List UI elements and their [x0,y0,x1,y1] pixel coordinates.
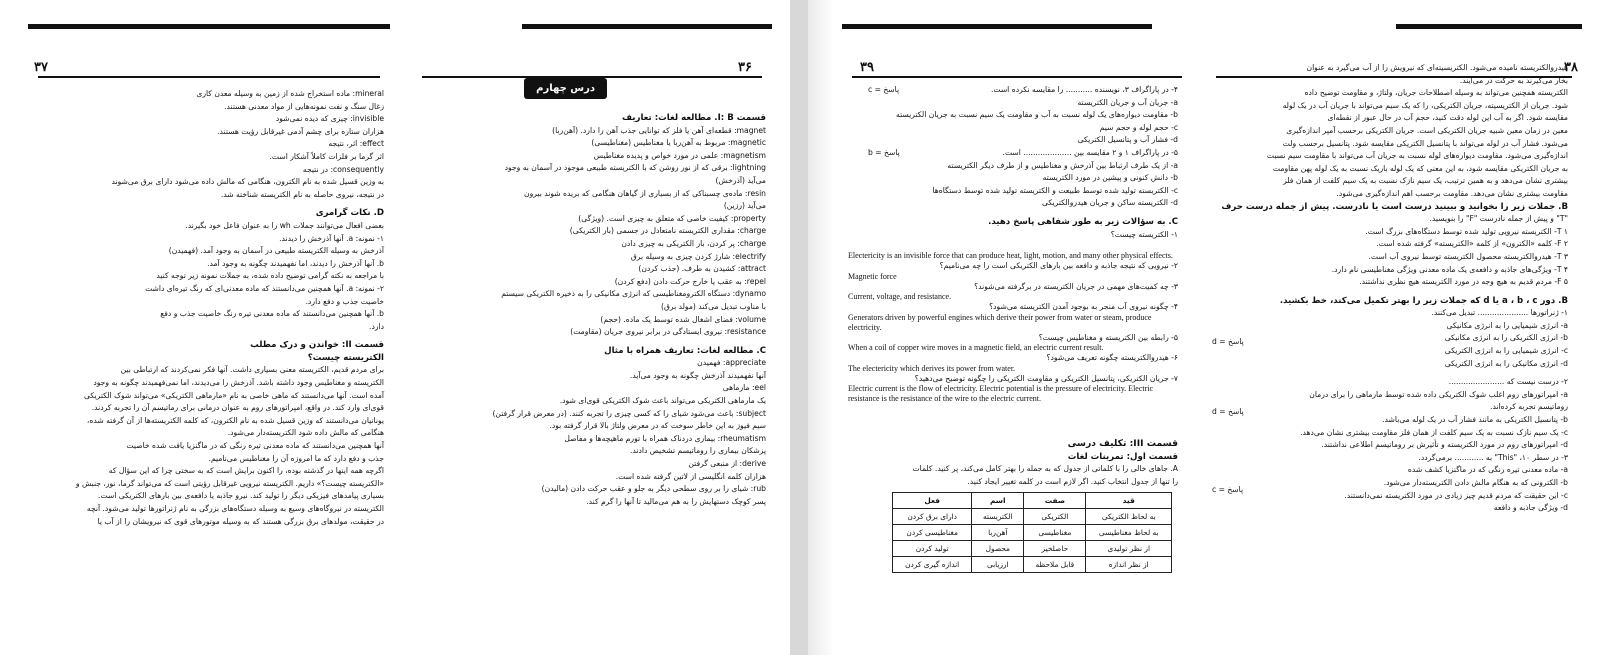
text-line: c- یک سیم نازک نسبت به یک سیم کلفت از همان فلز مقاومت بیشتری نشان می‌دهد. [1300,427,1568,437]
text-line: بخار می‌گیرند به حرکت در می‌آیند. [1459,75,1568,85]
text-line: هیدروالکتریسته نامیده می‌شود. الکتریسیته‌ای که نیرویش را از آب می‌گیرد به عنوان [1306,63,1568,72]
text-line: ۵- در پاراگراف ۱ و ۲ مقایسه بین .................... است. [1002,147,1178,157]
spread-divider [790,0,808,655]
text-line: قوی‌ای وارد کند. در واقع، امپراتورهای روم به عنوان درمانی برای رماتیسم آن را تجربه کردند. [91,403,384,413]
text-line: برای مردم قدیم، الکتریسته معنی بسیاری داشت. آنها فکر نمی‌کردند که ارتباطی بین [120,365,384,375]
text-line: ۳- در سطر ۱۰، "This" به ............ برمی‌گردد. [1418,452,1568,462]
text-line: B. جملات زیر را بخوانید و ببینید درست است یا نادرست. پیش از جمله درست حرف [1221,201,1568,212]
header-rule [852,76,1182,78]
text-line: ۴- در پاراگراف ۳، نویسنده ........... را مقایسه نکرده است. [990,85,1178,94]
table-cell: تولید کردن [893,541,972,557]
text-line: ۱- الکتریسته چیست؟ [1110,229,1178,239]
page-36 [412,18,772,603]
table-row [893,541,1172,557]
text-line: F ۲- کلمه «الکترون» از کلمه «الکتریسته» گرفته شده است. [1376,239,1568,249]
page-number: ۳۷ [34,60,48,75]
text-line: volume: فضای اشغال شده توسط یک ماده. (حجم) [600,314,766,324]
answer-text: Generators driven by powerful engines which derive their power from water or steam, produce electricity. [848,312,1152,332]
text-line: charge: پر کردن، بار الکتریکی به چیزی دادن [621,238,766,248]
page-39-text [848,84,1178,241]
text-line: قسمت II: خواندن و درک مطلب [250,340,384,351]
answer-text: Electric current is the flow of electricity. Electric potential is the pressure of electricity. Electric resistance is the resistance of the wire to the electric current. [848,384,1154,403]
text-line: با مراجعه به نکته گرامی توضیح داده شده، به جملات نمونه زیر توجه کنید [156,271,384,281]
text-line: در نتیجه، نیروی حاصله به نام الکتریسته شناخته شد. [220,189,384,199]
text-line: آنها نفهمیدند آذرخش چگونه به وجود می‌آید. [629,370,766,380]
answer-label: پاسخ = c [1212,485,1244,494]
text-line: به جریان الکتریکی مقایسه شود، به این معنی که یک لوله باریک نسبت به یک لوله پهن مقاومت [1272,163,1568,173]
text-line: هزاران کلمه انگلیسی از لاتین گرفته شده است. [615,471,766,481]
table-cell: قابل ملاحظه [1024,557,1086,573]
table-cell: حاصلخیز [1024,541,1086,557]
table-cell: از نظر اندازه [1086,557,1172,573]
question-text: ۶- هیدروالکتریسته چگونه تعریف می‌شود؟ [1046,353,1178,362]
page-number: ۳۹ [860,60,874,75]
gutter-shadow [808,0,834,655]
text-line: T ۴- ویژگی‌های جاذبه و دافعه‌ی یک ماده معدنی ویژگی مغناطیسی نام دارد. [1331,264,1568,274]
text-line: property: کیفیت خاصی که متعلق به چیزی است. (ویژگی) [578,213,766,223]
question-text: ۲- نیرویی که نتیجه جاذبه و دافعه بین بارهای الکتریکی است را چه می‌نامیم؟ [939,261,1178,270]
text-line: الکتریسته و مغناطیس وجود داشته باشد. آذرخش را می‌دیدند، اما نمی‌فهمیدند چگونه به وجود [93,378,384,388]
text-line: c- حجم لوله و حجم سیم [1099,122,1178,132]
page-39-questions [848,251,1178,404]
table-cell: آهن‌ربا [972,525,1024,541]
text-line: magnetic: مربوط به آهن‌ربا یا مغناطیس (مغناطیسی) [591,138,766,148]
text-line: d- فشار آب و پتانسیل الکتریکی [1077,135,1178,145]
text-line: می‌آید (رزین) [723,201,766,211]
text-line: سیم فیوز به این خاطر سوخت که در معرض ولتاژ بالا قرار گرفته بود. [549,421,766,431]
text-line: C. مطالعه لغات: تعاریف همراه با مثال [604,345,766,356]
text-line: در حقیقت، مولدهای برق بزرگی هستند که به وسیله موتورهای قوی که نیرویشان را از آب یا [97,516,384,526]
text-line: ۲- نمونه: a. آنها همچنین می‌دانستند که ماده معدنی‌ای که رنگ تیره‌ای داشت [145,283,384,293]
text-line: invisible: چیزی که دیده نمی‌شود [275,114,384,124]
page-top-bar [522,24,772,29]
answer-label: پاسخ = c [868,85,900,94]
text-line: b- پتانسیل الکتریکی به مانند فشار آب در یک لوله می‌باشد. [1382,415,1568,425]
left-spread [0,0,790,655]
text-line: هنگامی که مالش داده شود الکتریسته‌دار می‌شود. [227,428,384,438]
text-line: دارد. [369,321,384,331]
table-cell: از نظر تولیدی [1086,541,1172,557]
text-line: قسمت I: B. مطالعه لغات: تعاریف [622,113,766,123]
answer-label: پاسخ = d [1212,337,1244,346]
text-line: الکتریسته چیست؟ [307,352,384,363]
text-line: c- انرژی شیمیایی را به انرژی الکتریکی [1444,346,1568,356]
text-line: magnet: قطعه‌ای آهن یا فلز که توانایی جذب آهن را دارد. (آهن‌ربا) [552,125,766,135]
text-line: d- امپراتورهای روم در مورد الکتریسته و تأثیرش بر روماتیسم اطلاعی نداشتند. [1321,440,1568,450]
text-line: بعضی افعال می‌توانند جملات wh را به عنوان فاعل خود بگیرند. [185,220,384,230]
question-text: ۴- چگونه نیروی آب منجر به بوجود آمدن الکتریسته می‌شود؟ [989,302,1178,311]
text-line: derive: از منبعی گرفتن [688,459,766,469]
text-line: اگرچه همه اینها در گذشته بوده، را اکنون برایش است که به سختی چرا که این سؤال که [108,466,384,476]
table-cell: مغناطیسی [1024,525,1086,541]
text-line: b. آنها همچنین می‌دانستند که ماده معدنی تیره رنگ خاصیت جذب و دفع [160,309,384,319]
answer-text: Magnetic force [848,271,897,281]
text-line: آمده است. آنها می‌دانستند که ماهی خاصی به نام «مارماهی الکتریکی» می‌تواند شوک الکتریکی [84,390,384,400]
text-line: effect: اثر، نتیجه [328,139,384,149]
page-38 [1206,18,1582,603]
vocabulary-table [892,492,1172,573]
text-line: mineral: ماده استخراج شده از زمین به وسیله معدن کاری [196,89,384,98]
text-line: a- ماده معدنی تیره رنگی که در ماگنزیا کشف شده [1407,465,1568,475]
page-top-bar [1396,24,1582,29]
text-line: می‌شود. فشار آب در لوله می‌تواند با پتانسیل الکتریکی مقایسه شود. پتانسیل برحسب ولت [1282,138,1568,148]
question-text: ۷- جریان الکتریکی، پتانسیل الکتریکی و مقاومت الکتریکی را چگونه توضیح می‌دهید؟ [914,373,1178,383]
text-line: "T" و پیش از جمله نادرست "F" را بنویسید. [1429,214,1568,224]
question-text: ۳- چه کمیت‌های مهمی در جریان الکتریسته در برگرفته می‌شوند؟ [974,281,1178,291]
table-header-cell: قید [1086,493,1172,509]
text-line: ۱- ژنراتورها ..................... تبدیل می‌کنند. [1431,308,1568,318]
text-line: eel: مارماهی [722,383,766,393]
text-line: یونانیان می‌دانستند که وزین قسیل شده به نام الکترون، که کلمه الکتریسته‌ها از آن گرفته شده، [86,415,384,425]
page-39 [842,18,1192,603]
text-line: جذب و دفع دارد که ما امروزه آن را مغناطیس می‌نامیم. [208,453,384,463]
text-line: شود. جریان از الکتریسیته، جریان الکتریکی، را که یک سیم می‌تواند با جریان آب در یک لوله [1282,100,1568,110]
text-line: rub: شیای را بر روی سطحی دیگر به جلو و عقب حرکت دادن (مالیدن) [541,484,766,494]
page-38-text [1222,62,1568,515]
text-line: پزشکان بیماری را روماتیسم تشخیص دادند. [629,446,766,456]
page-top-bar [28,24,390,29]
table-cell: مغناطیسی کردن [893,525,972,541]
table-row [893,509,1172,525]
text-line: resistance: نیروی ایستادگی در برابر نیروی جریان (مقاومت) [570,327,766,337]
text-line: subject: باعث می‌شود شیای را که کسی چیزی را تجربه کنند. (در معرض قرار گرفتن) [492,408,766,418]
text-line: a- از یک طرف ارتباط بین آذرخش و مغناطیس و از طرف دیگر الکتریسته [947,160,1178,170]
table-row [893,525,1172,541]
text-line: b. آنها آذرخش را دیدند، اما نفهمیدند چگونه به وجود آمد. [207,258,384,268]
text-line: یک مارماهی الکتریکی می‌تواند باعث شوک الکتریکی قوی‌ای شود. [559,396,766,406]
answer-label: پاسخ = b [868,148,900,157]
table-cell: الکتریسته [972,509,1024,525]
text-line: d- الکتریسته ساکن و جریان هیدروالکتریکی [1042,198,1178,208]
page-top-bar [842,24,1152,29]
text-line: c- الکتریسته تولید شده توسط طبیعت و الکتریسته تولید شده توسط دستگاه‌ها [932,185,1178,195]
text-line: rheumatism: بیماری دردناک همراه با تورم ماهیچه‌ها و مفاصل [564,433,766,443]
table-header-cell: صفت [1024,493,1086,509]
question-text: ۵- رابطه بین الکتریسته و مغناطیس چیست؟ [1038,332,1178,342]
text-line: مقایسه شود. اگر به آب این لوله دقت کنید، حجم آب در حال عبور از نقطه‌ای [1327,113,1568,123]
text-line: b- مقاومت دیواره‌های یک لوله نسبت به آب و مقاومت یک سیم نسبت به جریان الکتریسته [896,110,1178,120]
table-header-row [893,493,1172,509]
section-three-instruction2: را تنها از جدول انتخاب کنید. اگر لازم است در کلمه تغییر ایجاد کنید. [967,476,1178,486]
text-line: ۲- درست نیست که ....................... [1448,377,1568,387]
table-cell: ارزیابی [972,557,1024,573]
text-line: B. دور a ، b ، c یا d که جملات زیر را بهتر تکمیل می‌کند، خط بکشید. [1279,295,1568,306]
page-number: ۳۸ [1564,60,1578,75]
text-line: می‌آید (آذرخش) [715,175,766,185]
text-line: a- امپراتورهای روم اغلب شوک الکتریکی داده شده توسط مارماهی را برای درمان [1309,389,1568,399]
text-line: آذرخش به وسیله الکتریسته طبیعی در آسمان به وجود آمد. (فهمیدن) [168,246,384,256]
table-cell: الکتریکی [1024,509,1086,525]
text-line: خاصیت جذب و دفع دارد. [305,296,384,306]
text-line: b- انرژی الکتریکی را به انرژی مکانیکی [1444,333,1568,343]
table-cell: محصول [972,541,1024,557]
text-line: c- این حقیقت که مردم قدیم چیز زیادی در مورد الکتریسته نمی‌دانستند. [1344,490,1568,500]
text-line: اثر گرما بر فلزات کاملاً آشکار است. [269,151,384,161]
text-line: a- انرژی شیمیایی را به انرژی مکانیکی [1446,320,1568,330]
table-row [893,557,1172,573]
page-39-section-three [848,438,1178,488]
table-cell: به لحاظ الکتریکی [1086,509,1172,525]
header-rule [38,76,380,78]
text-line: الکتریسته در نیروگاه‌های وسیع به وسیله دستگاه‌های بزرگی به نام ژنراتورها تولید می‌شود. آنچه [86,504,384,513]
answer-text: When a coil of copper wire moves in a magnetic field, an electric current result. [848,343,1104,352]
answer-text: The electericity which derives its power from water. [848,363,1016,373]
text-line: C. به سؤالات زیر به طور شفاهی پاسخ دهید. [988,216,1178,227]
text-line: T ۱- الکتریسته نیرویی تولید شده توسط دستگاه‌های بزرگ است. [1365,226,1568,236]
section-three-title: قسمت III: تکلیف درسی [1067,438,1178,449]
text-line: a- جریان آب و جریان الکتریسته [1077,97,1178,107]
answer-label: پاسخ = d [1212,407,1244,416]
table-header-cell: فعل [893,493,972,509]
text-line: مقاومت بیشتری نشان می‌دهد. مقاومت برحسب اهم اندازه‌گیری می‌شود. [1336,188,1568,198]
text-line: lightning: برقی که از نور روشن که با الکتریسته طبیعی موجود در آسمان به وجود [504,163,766,173]
text-line: electrify: شارژ کردن چیزی به وسیله برق [630,251,766,261]
page-37-text [34,88,384,528]
text-line: d- ویژگی جاذبه و دافعه [1493,503,1568,513]
text-line: charge: مقداری الکتریسته نامتعادل در جسمی (بار الکتریکی) [569,226,766,236]
text-line: attract: کشیدن به طرف. (جذب کردن) [638,264,766,274]
text-line: الکتریسته همچنین می‌تواند به وسیله اصطلاحات جریان، ولتاژ، و مقاومت توضیح داده [1304,88,1568,98]
section-three-subtitle: قسمت اول: تمرینات لغات [1067,451,1178,462]
text-line: b- دانش کنونی و پیشین در مورد الکتریسته [1042,173,1178,183]
table-header-cell: اسم [972,493,1024,509]
text-line: «الکتریسته چیست؟» داریم. الکتریسته نیرویی غیرقابل رؤیتی است که می‌تواند گرما، نور، جنبش و [75,478,384,488]
table-cell: اندازه گیری کردن [893,557,972,573]
text-line: magnetism: علمی در مورد خواص و پدیده مغناطیس [593,150,766,160]
text-line: زغال سنگ و نفت نمونه‌هایی از مواد معدنی هستند. [224,101,384,111]
text-line: T ۳- هیدروالکتریسته محصول الکتریسته توسط نیروی آب است. [1368,251,1568,261]
text-line: dynamo: دستگاه الکترومغناطیسی که انرژی مکانیکی را به ذخیره الکتریکی سیستم [501,289,766,299]
text-line: D. نکات گرامری [315,208,384,219]
text-line: بیشتری نشان می‌دهد و به همین ترتیب، یک سیم نازک نسبت به یک سیم کلفت از همان فلز [1283,176,1568,186]
right-spread [808,0,1600,655]
text-line: b- الکترونی که به هنگام مالش دادن الکتریسته‌دار می‌شود. [1383,478,1568,487]
answer-text: Current, voltage, and resistance. [848,292,952,301]
text-line: اندازه‌گیری می‌شود. مقاومت دیواره‌های لوله نسبت به جریان آب می‌تواند با مقاومت سیم نسبت [1266,151,1568,161]
table-cell: به لحاظ مغناطیسی [1086,525,1172,541]
table-cell: دارای برق کردن [893,509,972,525]
text-line: روماتیسم تجربه کرده‌اند. [1490,402,1568,412]
text-line: بسیاری پیامدهای فیزیکی دیگر را تولید کند. نیرو جاذبه یا دافعه‌ی بین بارهای الکتریکی است. [98,491,384,501]
text-line: معین در زمان معین شبیه جریان الکتریکی است. جریان الکتریکی برحسب آمپر اندازه‌گیری [1286,125,1568,135]
text-line: appreciate: فهمیدن [697,358,766,368]
text-line: آنها همچنین می‌دانستند که ماده معدنی تیره رنگی که در ماگنزیا یافت شده خاصیت [126,441,384,451]
text-line: با مناوب تبدیل می‌کند (مولد برق) [661,301,766,311]
page-36-text [436,112,766,508]
text-line: F ۵- مردم قدیم به هیچ وجه در مورد الکتریسته هیچ نظری نداشتند. [1359,277,1568,287]
text-line: به وزین قسیل شده به نام الکترون، هنگامی که مالش داده می‌شود دارای برق می‌شوند [111,177,384,187]
text-line: resin: ماده‌ی چسبناکی که از بسیاری از گیاهان هنگامی که بریده شوند بیرون [524,188,766,198]
text-line: d- انرژی مکانیکی را به انرژی الکتریکی [1444,358,1568,368]
section-three-instruction1: A. جاهای خالی را با کلماتی از جدول که به جمله را بهتر کامل می‌کند، پر کنید. کلمات [912,464,1178,474]
text-line: ۱- نمونه: a. آنها آذرخش را دیدند. [279,233,384,243]
lesson-title-banner: درس چهارم [524,78,607,99]
answer-text: Electericity is an invisible force that can produce heat, light, motion, and many other physical effects. [848,251,1173,260]
text-line: هزاران ستاره برای چشم آدمی غیرقابل رؤیت هستند. [217,126,384,136]
text-line: consequently: در نتیجه [302,164,384,174]
page-number: ۳۶ [738,60,752,75]
page-37 [28,18,390,603]
text-line: پسر کوچک دستهایش را به هم می‌مالید تا آنها را گرم کند. [586,496,766,506]
text-line: repel: به عقب یا خارج حرکت دادن (دفع کردن) [614,276,766,286]
